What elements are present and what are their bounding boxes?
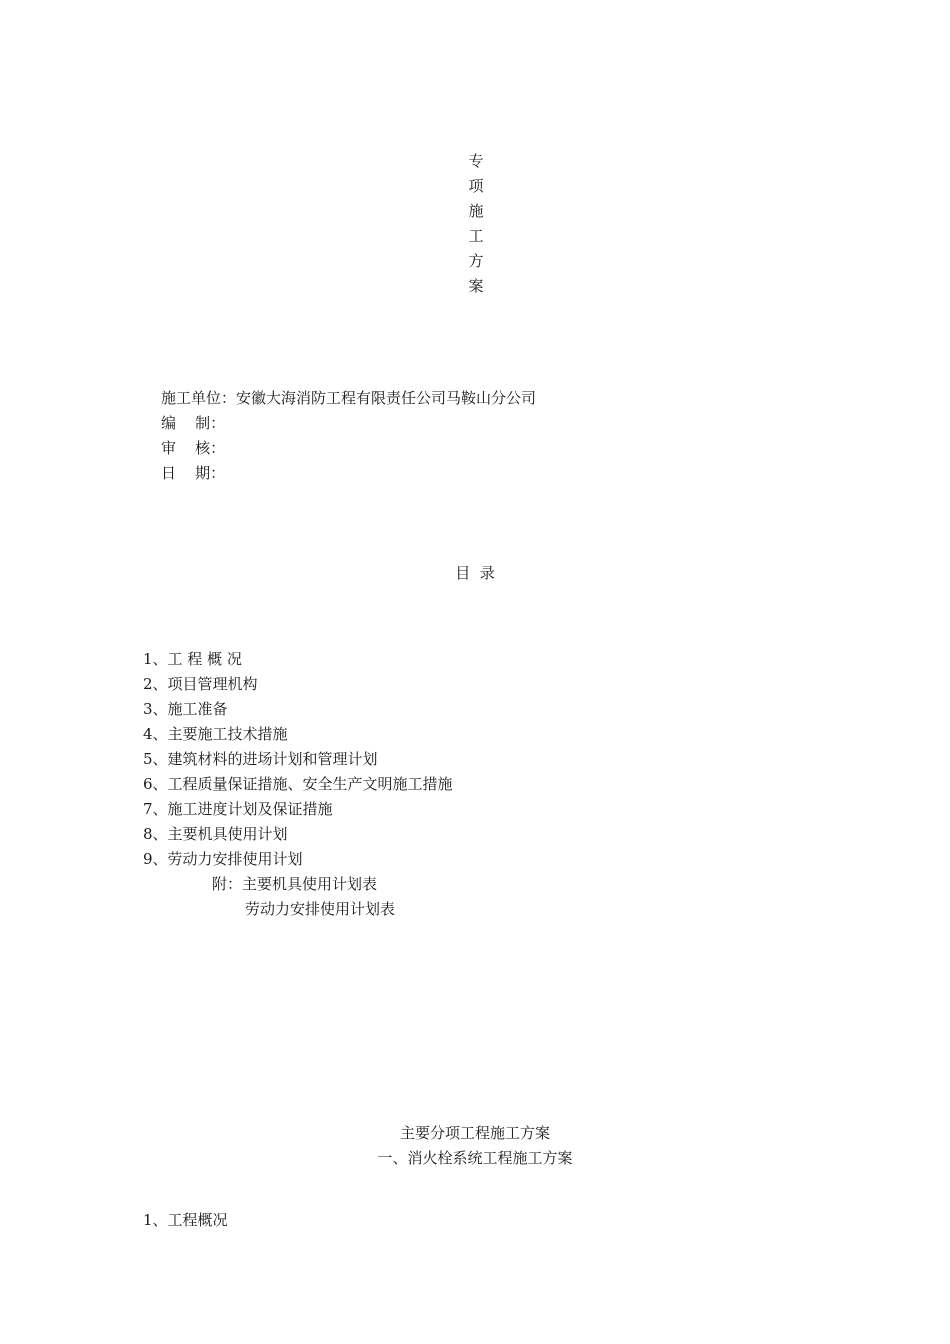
appendix-line — [212, 874, 377, 894]
cover-title-char: 案 — [468, 277, 484, 295]
cover-title-char: 方 — [468, 252, 484, 270]
section-subtitle: 一、消火栓系统工程施工方案 — [377, 1149, 573, 1167]
section-title: 主要分项工程施工方案 — [399, 1124, 550, 1142]
toc-item: 4、主要施工技术措施 — [143, 725, 288, 743]
compiled-by-label: 编 制： — [161, 414, 226, 432]
appendix-item: 劳动力安排使用计划表 — [245, 900, 396, 918]
toc-item: 9、劳动力安排使用计划 — [143, 850, 303, 868]
toc-item: 3、施工准备 — [143, 700, 228, 718]
toc-heading: 目 录 — [455, 564, 495, 582]
cover-title-char: 项 — [468, 177, 484, 195]
construction-unit-label: 施工单位： — [161, 389, 237, 407]
toc-item: 7、施工进度计划及保证措施 — [143, 800, 333, 818]
date-label: 日 期： — [161, 464, 226, 482]
construction-unit-value: 安徽大海消防工程有限责任公司马鞍山分公司 — [236, 389, 537, 407]
appendix-item: 主要机具使用计划表 — [242, 875, 378, 893]
toc-item: 6、工程质量保证措施、安全生产文明施工措施 — [143, 775, 453, 793]
toc-item: 5、建筑材料的进场计划和管理计划 — [143, 750, 378, 768]
section-first-item: 1、工程概况 — [143, 1211, 228, 1229]
reviewed-by-label: 审 核： — [161, 439, 226, 457]
toc-item: 8、主要机具使用计划 — [143, 825, 288, 843]
appendix-label: 附： — [212, 875, 243, 893]
cover-title-char: 工 — [468, 227, 484, 245]
toc-item: 1、工 程 概 况 — [143, 650, 242, 668]
construction-unit-line — [161, 388, 536, 408]
toc-item: 2、项目管理机构 — [143, 675, 258, 693]
cover-title-char: 专 — [468, 152, 484, 170]
cover-title-char: 施 — [468, 202, 484, 220]
